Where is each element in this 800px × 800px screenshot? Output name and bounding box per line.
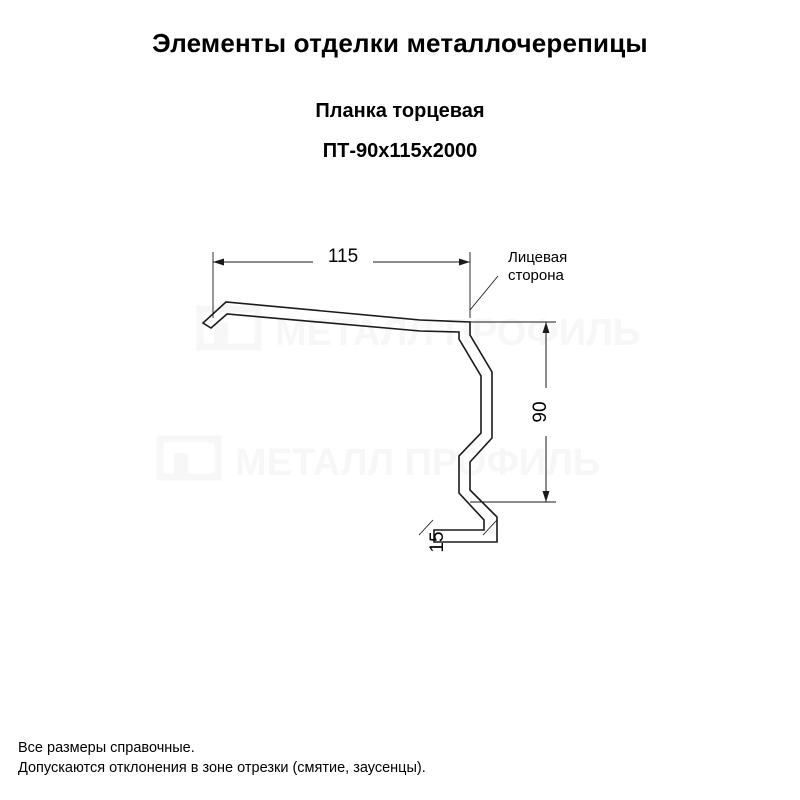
dimension-label-width: 115 <box>327 246 359 267</box>
product-code: ПТ-90х115х2000 <box>322 140 478 162</box>
face-side-label-line1: Лицевая <box>508 249 568 266</box>
dimension-label-height: 90 <box>530 401 551 423</box>
technical-drawing <box>0 190 800 620</box>
footnote-line-2: Допускаются отклонения в зоне отрезки (смятие, заусенцы). <box>18 760 426 776</box>
face-side-leader <box>470 276 498 310</box>
footnote-line-1: Все размеры справочные. <box>18 740 195 756</box>
dimension-label-small: 15 <box>427 531 448 553</box>
product-name: Планка торцевая <box>315 100 485 122</box>
face-side-label-line2: сторона <box>508 267 564 284</box>
profile-outline <box>203 302 497 542</box>
footnotes <box>18 738 426 778</box>
svg-text:МЕТАЛЛ ПРОФИЛЬ: МЕТАЛЛ ПРОФИЛЬ <box>235 442 601 484</box>
page-title: Элементы отделки металлочерепицы <box>152 28 648 58</box>
dimension-extension-lines <box>213 252 556 502</box>
svg-text:МЕТАЛЛ ПРОФИЛЬ: МЕТАЛЛ ПРОФИЛЬ <box>275 312 641 354</box>
